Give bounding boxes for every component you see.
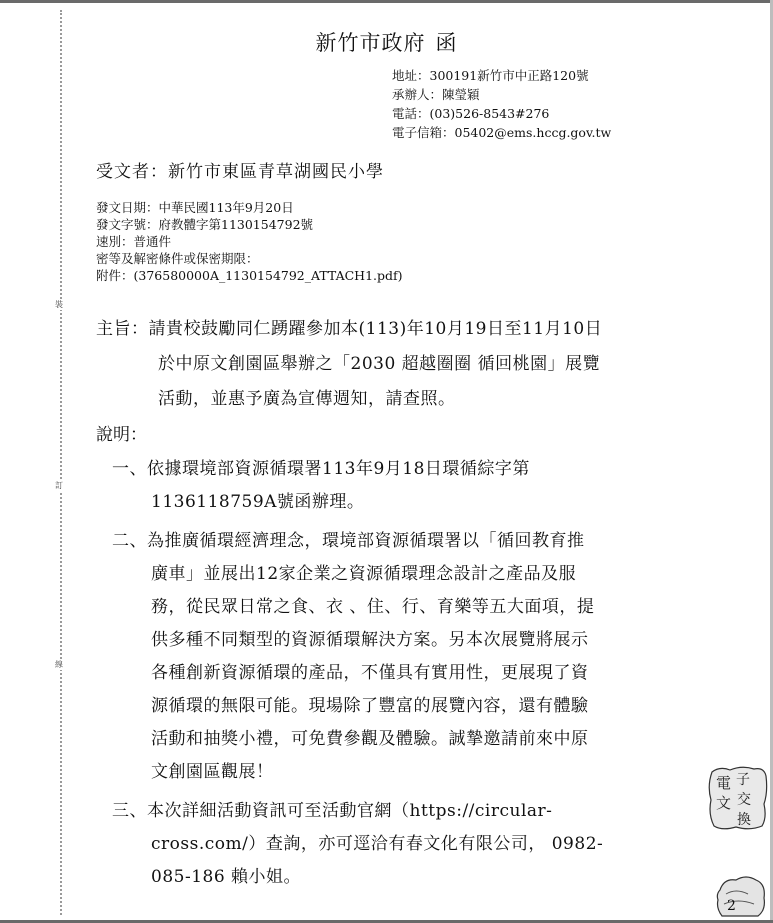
page-number: 2 — [727, 898, 736, 914]
document-title — [0, 27, 773, 57]
page-top-border — [0, 0, 773, 3]
meta-secrecy: 密等及解密條件或保密期限： — [96, 251, 259, 266]
subject-line: 活動，並惠予廣為宣傳週知，請查照。 — [158, 389, 456, 409]
page-seal-stamp — [712, 870, 768, 918]
recipient: 受文者：新竹市東區青草湖國民小學 — [96, 162, 384, 182]
contact-block — [392, 66, 611, 142]
item-line: 085-186 賴小姐。 — [151, 867, 302, 887]
meta-doc-number: 發文字號：府教體字第1130154792號 — [96, 217, 314, 232]
binding-mark-bind: 裝 — [55, 300, 63, 309]
contact-email: 電子信箱：05402@ems.hccg.gov.tw — [392, 125, 612, 140]
svg-text:交: 交 — [737, 792, 751, 808]
item-line: 源循環的無限可能。現場除了豐富的展覽內容，還有體驗 — [151, 696, 589, 716]
subject-line: 主旨：請貴校鼓勵同仁踴躍參加本(113)年10月19日至11月10日 — [96, 319, 603, 339]
title-organization: 新竹市政府 — [315, 31, 426, 55]
item-line: 一、依據環境部資源循環署113年9月18日環循綜字第 — [112, 459, 530, 479]
explanation-heading: 說明： — [96, 425, 147, 445]
explanation-item-3 — [112, 795, 692, 894]
svg-text:文: 文 — [716, 794, 732, 812]
item-line: cross.com/）查詢，亦可逕洽有春文化有限公司， 0982- — [151, 834, 604, 854]
item-line: 二、為推廣循環經濟理念，環境部資源循環署以「循回教育推 — [112, 531, 585, 551]
binding-line — [60, 10, 62, 915]
title-doc-type: 函 — [435, 31, 458, 55]
item-line: 文創園區觀展！ — [151, 762, 274, 782]
item-line: 活動和抽獎小禮，可免費參觀及體驗。誠摯邀請前來中原 — [151, 729, 589, 749]
explanation-items — [112, 453, 692, 894]
binding-mark-stitch: 訂 — [55, 481, 63, 490]
svg-text:子: 子 — [736, 772, 750, 788]
explanation-item-2 — [112, 525, 692, 789]
meta-date: 發文日期：中華民國113年9月20日 — [96, 200, 294, 215]
exchange-seal-stamp — [706, 764, 768, 832]
svg-text:電: 電 — [716, 774, 732, 792]
subject-line: 於中原文創園區舉辦之「2030 超越圈圈 循回桃園」展覽 — [158, 354, 601, 374]
item-line: 供多種不同類型的資源循環解決方案。另本次展覽將展示 — [151, 630, 589, 650]
item-line: 各種創新資源循環的產品，不僅具有實用性，更展現了資 — [151, 663, 589, 683]
meta-attachment: 附件：(376580000A_1130154792_ATTACH1.pdf) — [96, 268, 403, 283]
meta-speed: 速別：普通件 — [96, 234, 172, 249]
item-line: 三、本次詳細活動資訊可至活動官網（https://circular- — [112, 801, 553, 821]
document-meta — [96, 199, 403, 284]
explanation-item-1 — [112, 453, 692, 519]
binding-mark-line: 線 — [55, 660, 63, 669]
item-line: 務，從民眾日常之食、衣 、住、行、育樂等五大面項，提 — [151, 597, 595, 617]
item-line: 1136118759A號函辦理。 — [151, 492, 365, 512]
contact-handler: 承辦人：陳瑩穎 — [392, 87, 480, 102]
contact-address: 地址：300191新竹市中正路120號 — [392, 68, 589, 83]
subject-section — [96, 312, 696, 417]
item-line: 廣車」並展出12家企業之資源循環理念設計之產品及服 — [151, 564, 577, 584]
svg-text:換: 換 — [737, 812, 751, 828]
contact-phone: 電話：(03)526-8543#276 — [392, 106, 550, 121]
